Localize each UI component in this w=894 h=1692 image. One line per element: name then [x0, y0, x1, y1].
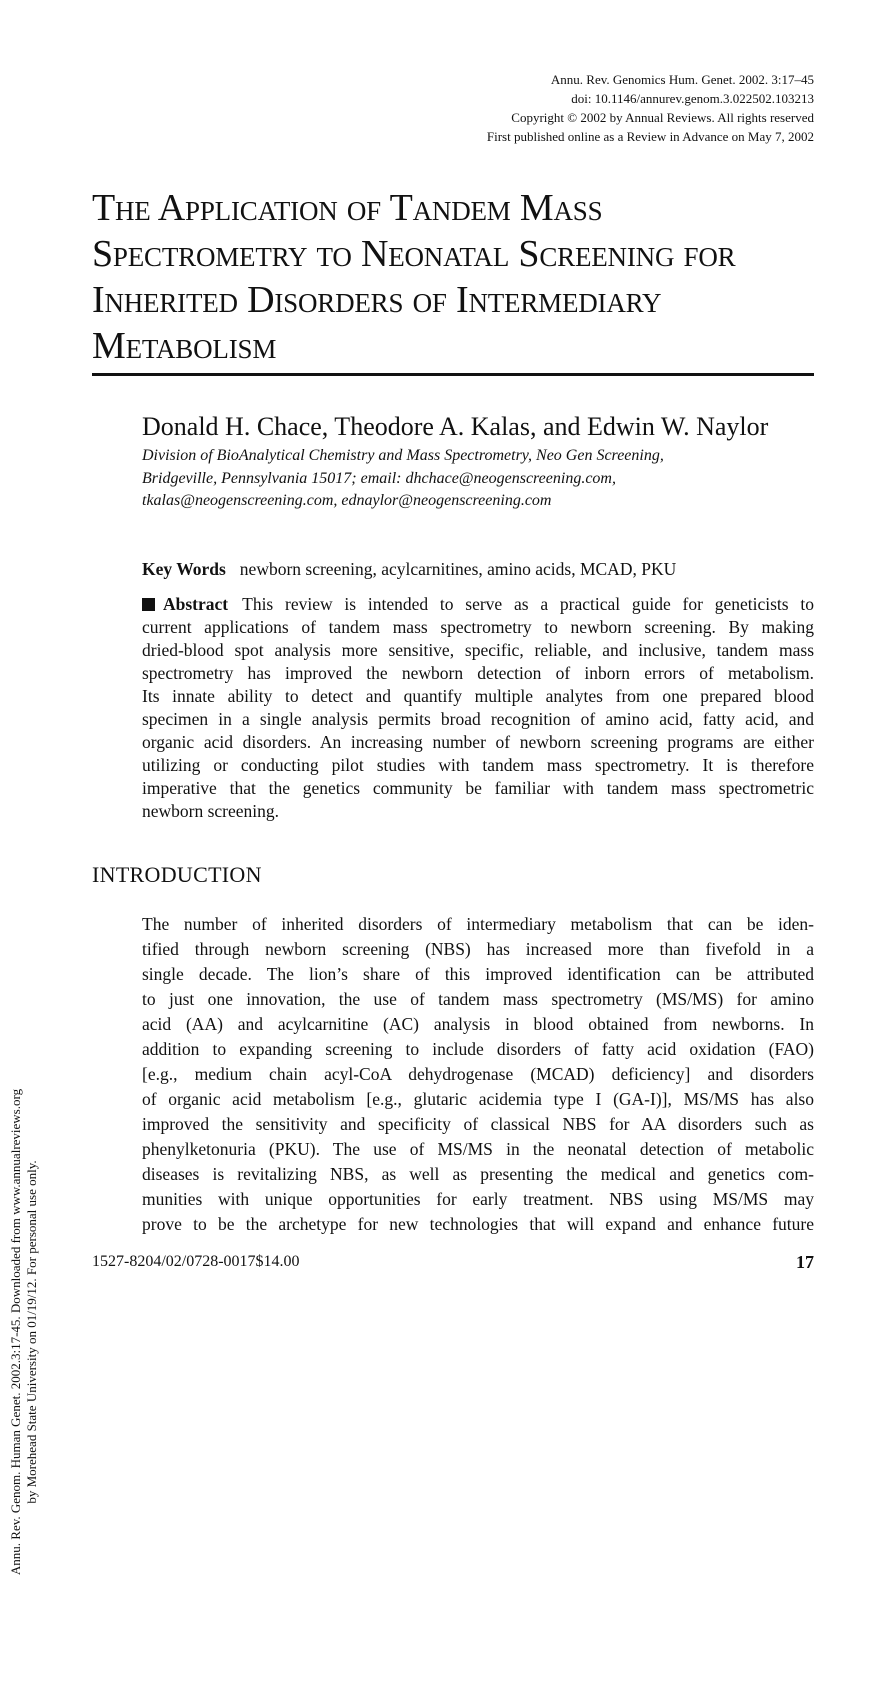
footer-code: 1527-8204/02/0728-0017$14.00	[92, 1253, 300, 1270]
abstract-line: organic acid disorders. An increasing number of newborn screening programs are either	[142, 732, 814, 752]
affiliation-line: Bridgeville, Pennsylvania 15017; email: dhchace@neogenscreening.com,	[142, 469, 616, 487]
publication-info	[394, 70, 814, 146]
body-line: The number of inherited disorders of intermediary metabolism that can be iden-	[142, 914, 814, 934]
copyright-line: Copyright © 2002 by Annual Reviews. All rights reserved	[511, 110, 814, 125]
body-line: of organic acid metabolism [e.g., glutaric acidemia type I (GA-I)], MS/MS has also	[142, 1089, 814, 1109]
body-line: [e.g., medium chain acyl-CoA dehydrogenase (MCAD) deficiency] and disorders	[142, 1064, 814, 1084]
abstract-text: This review is intended to serve as a practical guide for geneticists to	[242, 594, 814, 614]
author-list: Donald H. Chace, Theodore A. Kalas, and Edwin W. Naylor	[142, 412, 769, 441]
abstract-line: spectrometry has improved the newborn detection of inborn errors of metabolism.	[142, 663, 814, 683]
affiliation	[142, 445, 814, 513]
abstract-label: Abstract	[163, 594, 229, 614]
published-line: First published online as a Review in Advance on May 7, 2002	[486, 129, 814, 144]
doi-line: doi: 10.1146/annurev.genom.3.022502.103213	[571, 91, 814, 106]
section-heading-introduction: INTRODUCTION	[92, 862, 262, 887]
body-line: to just one innovation, the use of tandem mass spectrometry (MS/MS) for amino	[142, 989, 814, 1009]
abstract	[142, 593, 814, 823]
abstract-line	[142, 593, 814, 616]
article-title	[92, 185, 814, 376]
body-line: phenylketonuria (PKU). The use of MS/MS in the neonatal detection of metabolic	[142, 1139, 814, 1159]
body-line: single decade. The lion’s share of this improved identification can be attributed	[142, 964, 814, 984]
abstract-line: utilizing or conducting pilot studies with tandem mass spectrometry. It is therefore	[142, 755, 814, 775]
body-line: addition to expanding screening to include disorders of fatty acid oxidation (FAO)	[142, 1039, 814, 1059]
title-line: Metabolism	[92, 325, 277, 367]
affiliation-line: Division of BioAnalytical Chemistry and Mass Spectrometry, Neo Gen Screening,	[142, 447, 664, 464]
keywords-text: newborn screening, acylcarnitines, amino acids, MCAD, PKU	[239, 559, 677, 579]
abstract-line: newborn screening.	[142, 801, 280, 821]
side-note-line: Annu. Rev. Genom. Human Genet. 2002.3:17-45. Downloaded from www.annualreviews.org	[8, 1088, 23, 1576]
page-number: 17	[796, 1252, 814, 1272]
abstract-line: specimen in a single analysis permits broad recognition of amino acid, fatty acid, and	[142, 709, 814, 729]
body-line: acid (AA) and acylcarnitine (AC) analysis in blood obtained from newborns. In	[142, 1014, 814, 1034]
affiliation-line: tkalas@neogenscreening.com, ednaylor@neogenscreening.com	[142, 492, 552, 509]
body-line: tified through newborn screening (NBS) has increased more than fivefold in a	[142, 939, 814, 959]
body-line: munities with unique opportunities for early treatment. NBS using MS/MS may	[142, 1189, 814, 1209]
body-line: prove to be the archetype for new technologies that will expand and enhance future	[142, 1214, 814, 1234]
body-line: diseases is revitalizing NBS, as well as presenting the medical and genetics com-	[142, 1164, 814, 1184]
title-line: Spectrometry to Neonatal Screening for	[92, 233, 736, 275]
keywords-label: Key Words	[142, 559, 226, 579]
abstract-line: imperative that the genetics community be familiar with tandem mass spectrometric	[142, 778, 814, 798]
introduction-body	[142, 912, 814, 1237]
side-note	[8, 972, 40, 1692]
abstract-line: Its innate ability to detect and quantify multiple analytes from one prepared blood	[142, 686, 814, 706]
title-line: Inherited Disorders of Intermediary	[92, 279, 662, 321]
side-note-line: by Morehead State University on 01/19/12. For personal use only.	[24, 1160, 39, 1504]
abstract-line: current applications of tandem mass spectrometry to newborn screening. By making	[142, 617, 814, 637]
square-bullet-icon	[142, 598, 155, 611]
journal-citation: Annu. Rev. Genomics Hum. Genet. 2002. 3:17–45	[550, 72, 814, 87]
keywords	[142, 557, 814, 581]
body-line: improved the sensitivity and specificity of classical NBS for AA disorders such as	[142, 1114, 814, 1134]
abstract-line: dried-blood spot analysis more sensitive, specific, reliable, and inclusive, tandem mass	[142, 640, 814, 660]
title-line: The Application of Tandem Mass	[92, 187, 603, 229]
